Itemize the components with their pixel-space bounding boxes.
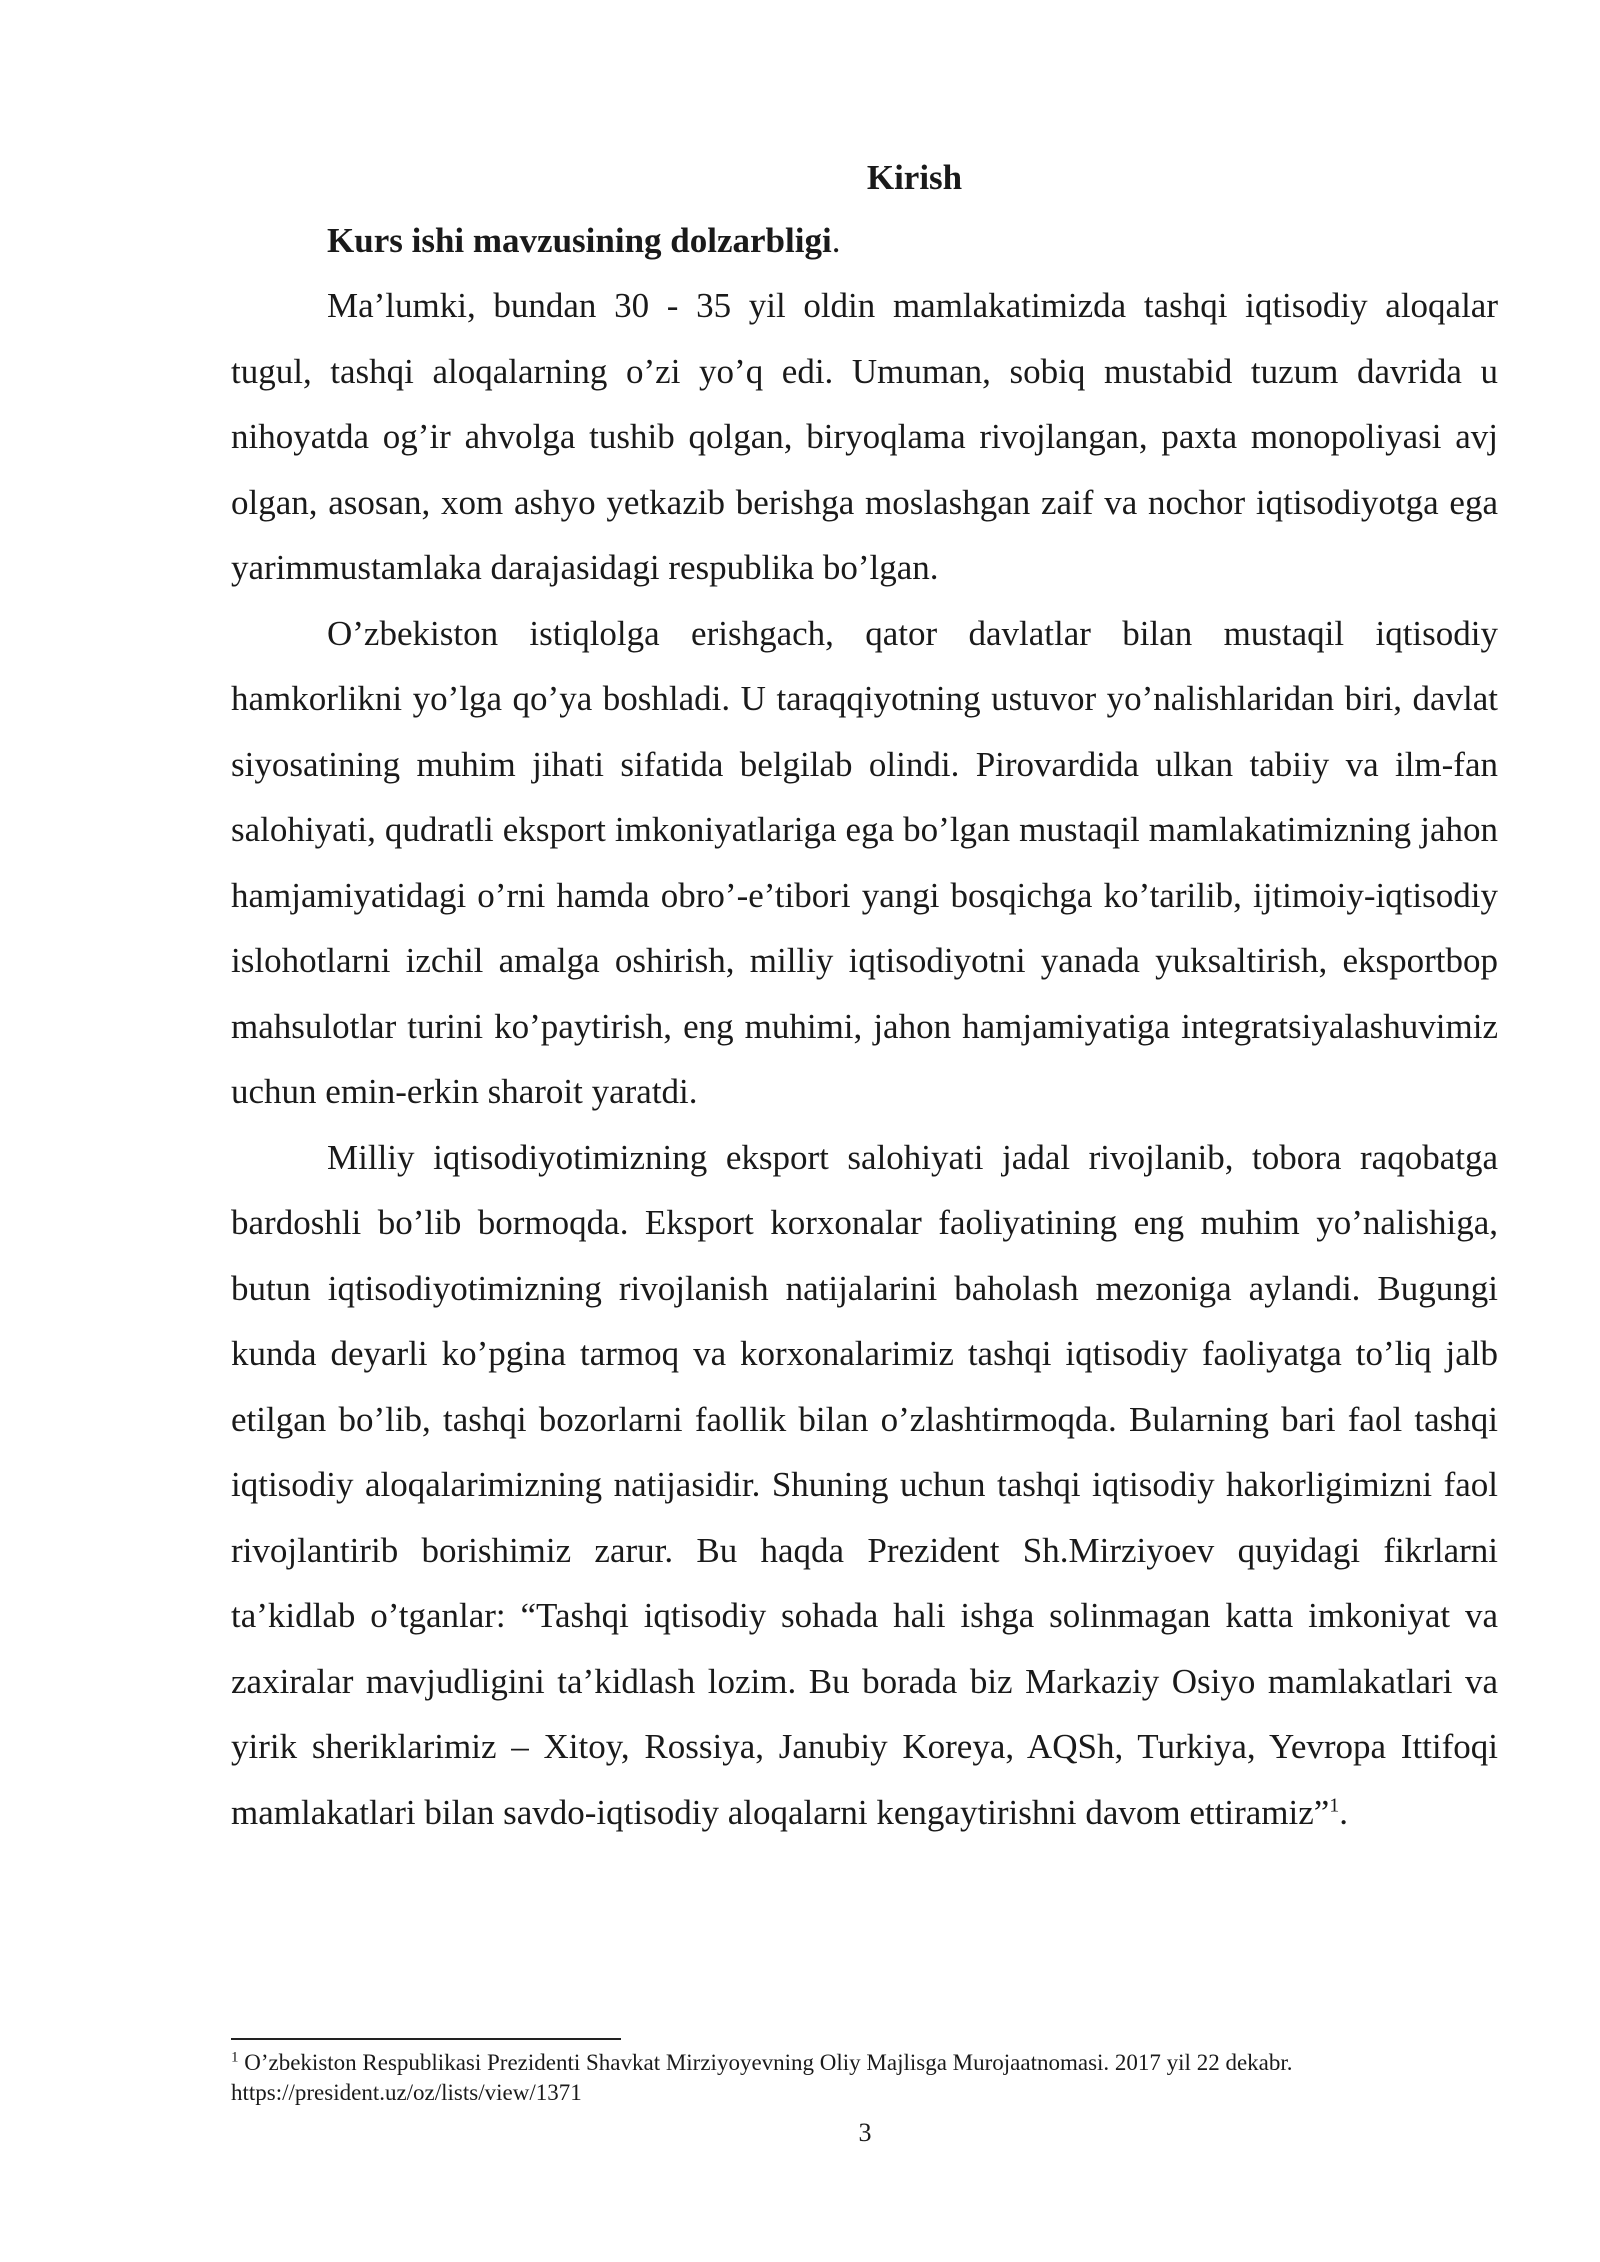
paragraph-3-text: Milliy iqtisodiyotimizning eksport salohiyati jadal rivojlanib, tobora raqobatga bardoshli bo’lib bormoqda. Eksport korxonalar faoliyatining eng muhim yo’nalishiga, butun iqtisodiyotimizning rivojlanish natijalarini baholash mezoniga aylandi. Bugungi kunda deyarli ko’pgina tarmoq va korxonalarimiz tashqi iqtisodiy faoliyatga to’liq jalb etilgan bo’lib, tashqi bozorlarni faollik bilan o’zlashtirmoqda. Bularning bari faol tashqi iqtisodiy aloqalarimizning natijasidir. Shuning uchun tashqi iqtisodiy hakorligimizni faol rivojlantirib borishimiz zarur. Bu haqda Prezident Sh.Mirziyoev quyidagi fikrlarni ta’kidlab o’tganlar: “Tashqi iqtisodiy sohada hali ishga solinmagan katta imkoniyat va zaxiralar mavjudligini ta’kidlash lozim. Bu borada biz Markaziy Osiyo mamlakatlari va yirik sheriklarimiz – Xitoy, Rossiya, Janubiy Koreya, AQSh, Turkiya, Yevropa Ittifoqi mamlakatlari bilan savdo-iqtisodiy aloqalarni kengaytirishni davom ettiramiz” [231,1137,1498,1832]
footnote-marker: 1 [231,2049,239,2066]
footnote-url[interactable]: https://president.uz/oz/lists/view/1371 [231,2080,582,2105]
paragraph-3-tail: . [1339,1792,1349,1832]
paragraph-1: Ma’lumki, bundan 30 - 35 yil oldin mamlakatimizda tashqi iqtisodiy aloqalar tugul, tashqi aloqalarning o’zi yo’q edi. Umuman, sobiq mustabid tuzum davrida u nihoyatda og’ir ahvolga tushib qolgan, biryoqlama rivojlangan, paxta monopoliyasi avj olgan, asosan, xom ashyo yetkazib berishga moslashgan zaif va nochor iqtisodiyotga ega yarimmustamlaka darajasidagi respublika bo’lgan. [231,286,1498,587]
page-number: 3 [858,2118,872,2147]
paragraph-3 [231,1125,1498,1846]
section-subtitle [231,208,1498,273]
footnote-line-1 [231,2048,1498,2078]
footnote [231,2048,1498,2108]
page-body [231,148,1498,1845]
section-title: Kirish [866,158,963,197]
footnote-text: O’zbekiston Respublikasi Prezidenti Shavkat Mirziyoyevning Oliy Majlisga Murojaatnomasi. 2017 yil 22 dekabr. [238,2050,1293,2075]
footnote-reference[interactable]: 1 [1329,1793,1340,1816]
subtitle-bold: Kurs ishi mavzusining dolzarbligi [327,221,832,260]
paragraph-2: O’zbekiston istiqlolga erishgach, qator davlatlar bilan mustaqil iqtisodiy hamkorlikni yo’lga qo’ya boshladi. U taraqqiyotning ustuvor yo’nalishlaridan biri, davlat siyosatining muhim jihati sifatida belgilab olindi. Pirovardida ulkan tabiiy va ilm-fan salohiyati, qudratli eksport imkoniyatlariga ega bo’lgan mustaqil mamlakatimizning jahon hamjamiyatidagi o’rni hamda obro’-e’tibori yangi bosqichga ko’tarilib, ijtimoiy-iqtisodiy islohotlarni izchil amalga oshirish, milliy iqtisodiyotni yanada yuksaltirish, eksportbop mahsulotlar turini ko’paytirish, eng muhimi, jahon hamjamiyatiga integratsiyalashuvimiz uchun emin-erkin sharoit yaratdi. [231,613,1498,1111]
subtitle-tail: . [831,221,841,260]
footnote-separator [231,2038,621,2040]
